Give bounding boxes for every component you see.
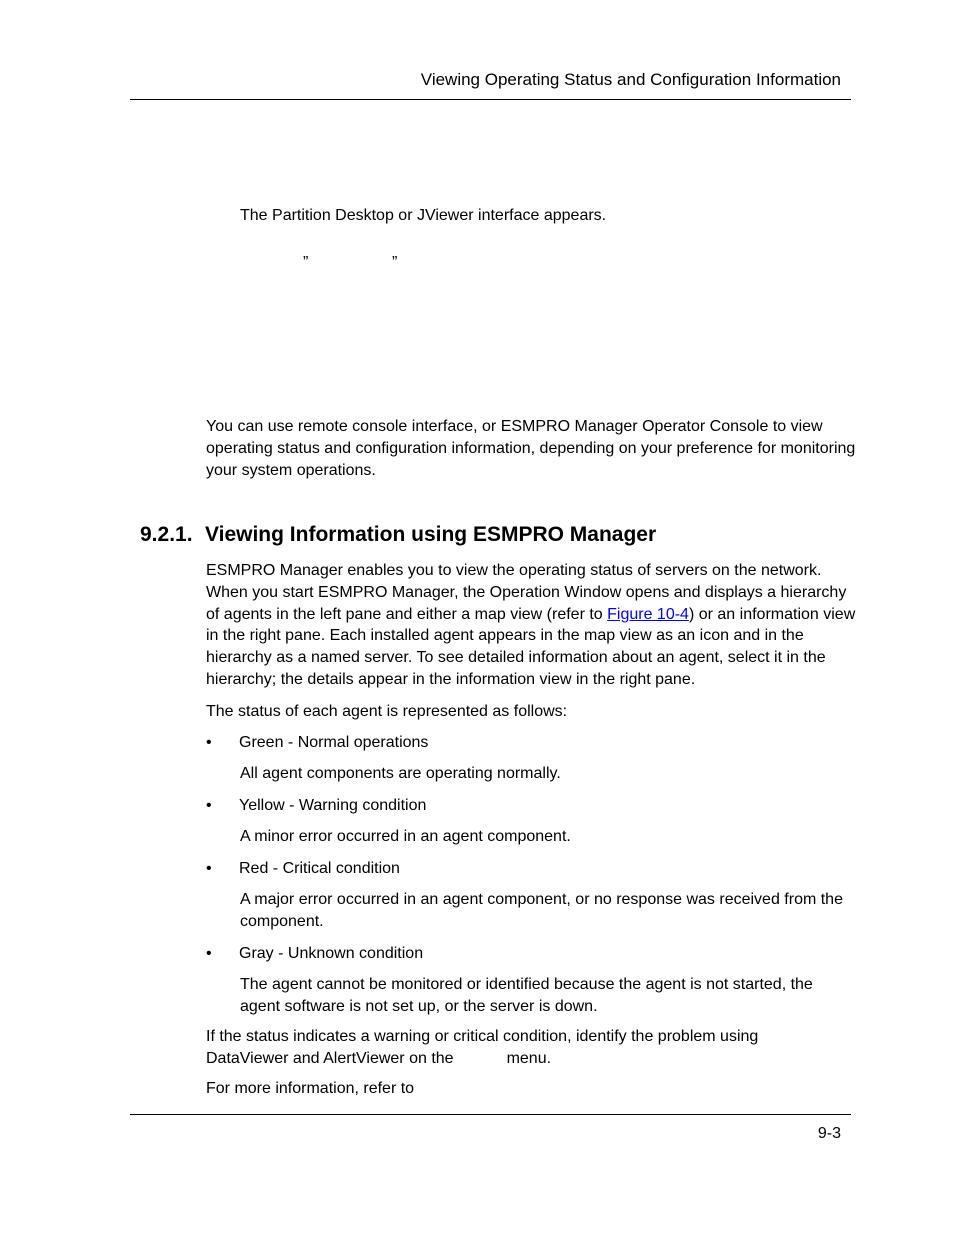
- status-description-green: All agent components are operating normally.: [240, 765, 561, 782]
- action-line-2-end: menu.: [506, 1049, 552, 1067]
- quote-mark-open: ”: [303, 254, 309, 271]
- running-header-title: Viewing Operating Status and Configuration Information: [420, 70, 841, 89]
- status-label-red: Red - Critical condition: [239, 860, 400, 877]
- status-item-gray: [206, 943, 423, 965]
- status-description-red: A major error occurred in an agent component, or no response was received from the component.: [240, 891, 843, 930]
- status-item-green: [206, 732, 428, 754]
- header-divider: [130, 99, 851, 100]
- section-heading: [140, 522, 656, 548]
- quote-mark-close: ”: [392, 254, 398, 271]
- status-label-gray: Gray - Unknown condition: [239, 945, 424, 962]
- bullet-icon: •: [206, 734, 212, 751]
- status-intro: The status of each agent is represented as follows:: [206, 703, 568, 720]
- figure-link[interactable]: Figure 10-4: [607, 605, 689, 623]
- refer-text: For more information, refer to: [206, 1080, 415, 1097]
- section-title: Viewing Information using ESMPRO Manager: [205, 523, 657, 546]
- esmpro-paragraph: [206, 560, 856, 691]
- action-line-2-start: DataViewer and AlertViewer on the: [206, 1049, 454, 1067]
- status-label-yellow: Yellow - Warning condition: [239, 797, 427, 814]
- status-description-yellow: A minor error occurred in an agent component.: [240, 828, 571, 845]
- footer-divider: [130, 1114, 851, 1115]
- esmpro-paragraph-text-before: ESMPRO Manager enables you to view the operating status of servers on the network. When you start ESMPRO Manager, the Operation Window opens and displays a hierarchy of agents in the left pane and either a map view (refer to: [206, 562, 847, 623]
- action-paragraph: [206, 1026, 856, 1070]
- status-item-yellow: [206, 795, 426, 817]
- bullet-icon: •: [206, 860, 212, 877]
- esmpro-paragraph-text-after: ) or an information view in the right pane. Each installed agent appears in the map view as an icon and in the hierarchy as a named server. To see detailed information about an agent, select it in the hierarchy; the details appear in the information view in the right pane.: [206, 605, 856, 688]
- bullet-icon: •: [206, 945, 212, 962]
- status-label-green: Green - Normal operations: [239, 734, 429, 751]
- status-description-gray: The agent cannot be monitored or identified because the agent is not started, the agent software is not set up, or the server is down.: [240, 976, 813, 1015]
- intro-paragraph: You can use remote console interface, or ESMPRO Manager Operator Console to view operating status and configuration information, depending on your preference for monitoring your system operations.: [206, 418, 856, 479]
- status-item-red: [206, 858, 400, 880]
- action-line-1: If the status indicates a warning or critical condition, identify the problem using: [206, 1028, 759, 1045]
- step-result-text: The Partition Desktop or JViewer interface appears.: [240, 207, 607, 224]
- page-number: 9-3: [817, 1125, 841, 1142]
- bullet-icon: •: [206, 797, 212, 814]
- section-number: 9.2.1.: [140, 523, 193, 546]
